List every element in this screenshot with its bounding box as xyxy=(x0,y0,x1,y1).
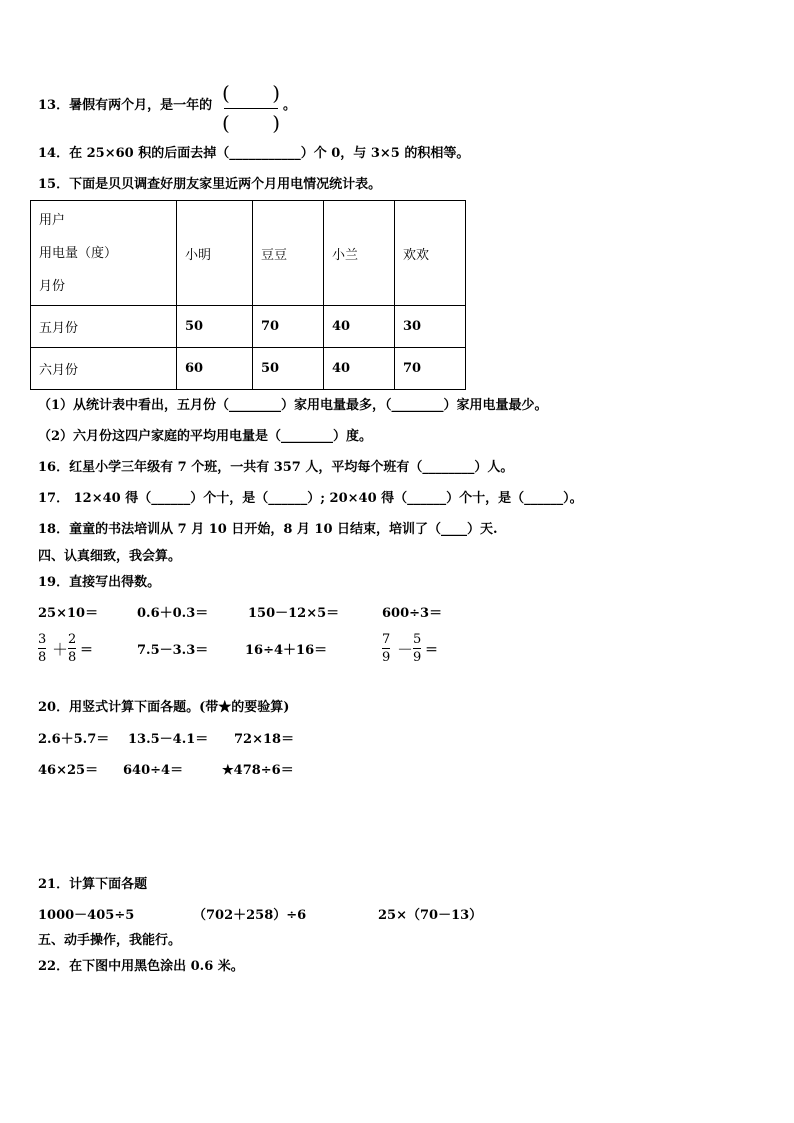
calc-item: 25×10＝ xyxy=(38,606,99,621)
calc-item: 25×（70－13） xyxy=(378,908,483,923)
numerator: 2 xyxy=(68,632,77,647)
question-13-text: 13．暑假有两个月，是一年的 xyxy=(38,98,213,113)
table-cell: 40 xyxy=(324,348,395,390)
question-15: 15．下面是贝贝调查好朋友家里近两个月用电情况统计表。 xyxy=(38,177,382,192)
question-22: 22．在下图中用黑色涂出 0.6 米。 xyxy=(38,959,244,974)
open-paren-bottom: ( xyxy=(222,111,230,135)
denominator: 8 xyxy=(38,650,47,665)
minus-operator: － xyxy=(397,640,414,659)
question-20-title: 20．用竖式计算下面各题。(带★的要验算) xyxy=(38,700,290,715)
corner-label-user: 用户 xyxy=(39,212,66,228)
calc-item: 150－12×5＝ xyxy=(248,606,340,621)
denominator: 9 xyxy=(382,650,391,665)
calc-item: 640÷4＝ xyxy=(123,763,184,778)
table-cell: 30 xyxy=(395,306,466,348)
question-13 xyxy=(38,97,212,115)
column-header: 欢欢 xyxy=(395,201,466,306)
question-18: 18．童童的书法培训从 7 月 10 日开始，8 月 10 日结束，培训了（____）天. xyxy=(38,522,498,537)
section-4-heading: 四、认真细致，我会算。 xyxy=(38,549,182,564)
table-cell: 60 xyxy=(177,348,253,390)
section-5-heading: 五、动手操作，我能行。 xyxy=(38,933,182,948)
calc-item: 16÷4＋16＝ xyxy=(245,643,328,658)
equals-sign: ＝ xyxy=(425,643,439,658)
question-15-part-1: （1）从统计表中看出，五月份（________）家用电量最多，（________）家用电量最少。 xyxy=(38,398,548,413)
calc-item: 2.6＋5.7＝ xyxy=(38,732,110,747)
fraction-blank xyxy=(222,82,280,138)
row-label: 五月份 xyxy=(31,306,177,348)
table-cell: 40 xyxy=(324,306,395,348)
numerator: 5 xyxy=(413,632,422,647)
table-cell: 50 xyxy=(177,306,253,348)
table-cell: 50 xyxy=(253,348,324,390)
calc-item: 46×25＝ xyxy=(38,763,99,778)
calc-item: （702＋258）÷6 xyxy=(193,908,307,923)
denominator: 8 xyxy=(68,650,77,665)
calc-item: 600÷3＝ xyxy=(382,606,443,621)
electricity-table xyxy=(30,200,466,390)
row-label: 六月份 xyxy=(31,348,177,390)
table-row xyxy=(31,306,466,348)
table-row xyxy=(31,348,466,390)
numerator: 7 xyxy=(382,632,391,647)
calc-item: ★478÷6＝ xyxy=(222,763,294,778)
corner-label-usage: 用电量（度） xyxy=(39,245,118,261)
question-19-title: 19．直接写出得数。 xyxy=(38,575,161,590)
numerator: 3 xyxy=(38,632,47,647)
column-header: 小明 xyxy=(177,201,253,306)
fraction-bar xyxy=(224,108,278,109)
question-15-part-2: （2）六月份这四户家庭的平均用电量是（________）度。 xyxy=(38,429,373,444)
calc-item: 1000－405÷5 xyxy=(38,908,135,923)
denominator: 9 xyxy=(413,650,422,665)
table-corner-cell xyxy=(31,201,177,306)
corner-label-month: 月份 xyxy=(39,278,66,294)
equals-sign: ＝ xyxy=(80,643,94,658)
fraction-7-9 xyxy=(382,632,390,665)
open-paren-top: ( xyxy=(222,81,230,105)
table-cell: 70 xyxy=(253,306,324,348)
calc-item: 7.5－3.3＝ xyxy=(137,643,209,658)
fraction-5-9 xyxy=(413,632,421,665)
column-header: 豆豆 xyxy=(253,201,324,306)
calc-item: 72×18＝ xyxy=(234,732,295,747)
question-16: 16．红星小学三年级有 7 个班，一共有 357 人，平均每个班有（________）人。 xyxy=(38,460,514,475)
question-14: 14．在 25×60 积的后面去掉（___________）个 0，与 3×5 的积相等。 xyxy=(38,146,470,161)
calc-item: 13.5－4.1＝ xyxy=(128,732,209,747)
fraction-3-8 xyxy=(38,632,46,665)
question-17: 17． 12×40 得（______）个十，是（______）; 20×40 得（______）个十，是（______）。 xyxy=(38,491,583,506)
fraction-2-8 xyxy=(68,632,76,665)
question-13-tail: 。 xyxy=(283,98,297,113)
close-paren-top: ) xyxy=(272,81,280,105)
table-cell: 70 xyxy=(395,348,466,390)
question-21-title: 21．计算下面各题 xyxy=(38,877,148,892)
plus-operator: ＋ xyxy=(52,640,69,659)
column-header: 小兰 xyxy=(324,201,395,306)
close-paren-bottom: ) xyxy=(272,111,280,135)
table-header-row xyxy=(31,201,466,306)
calc-item: 0.6＋0.3＝ xyxy=(137,606,209,621)
